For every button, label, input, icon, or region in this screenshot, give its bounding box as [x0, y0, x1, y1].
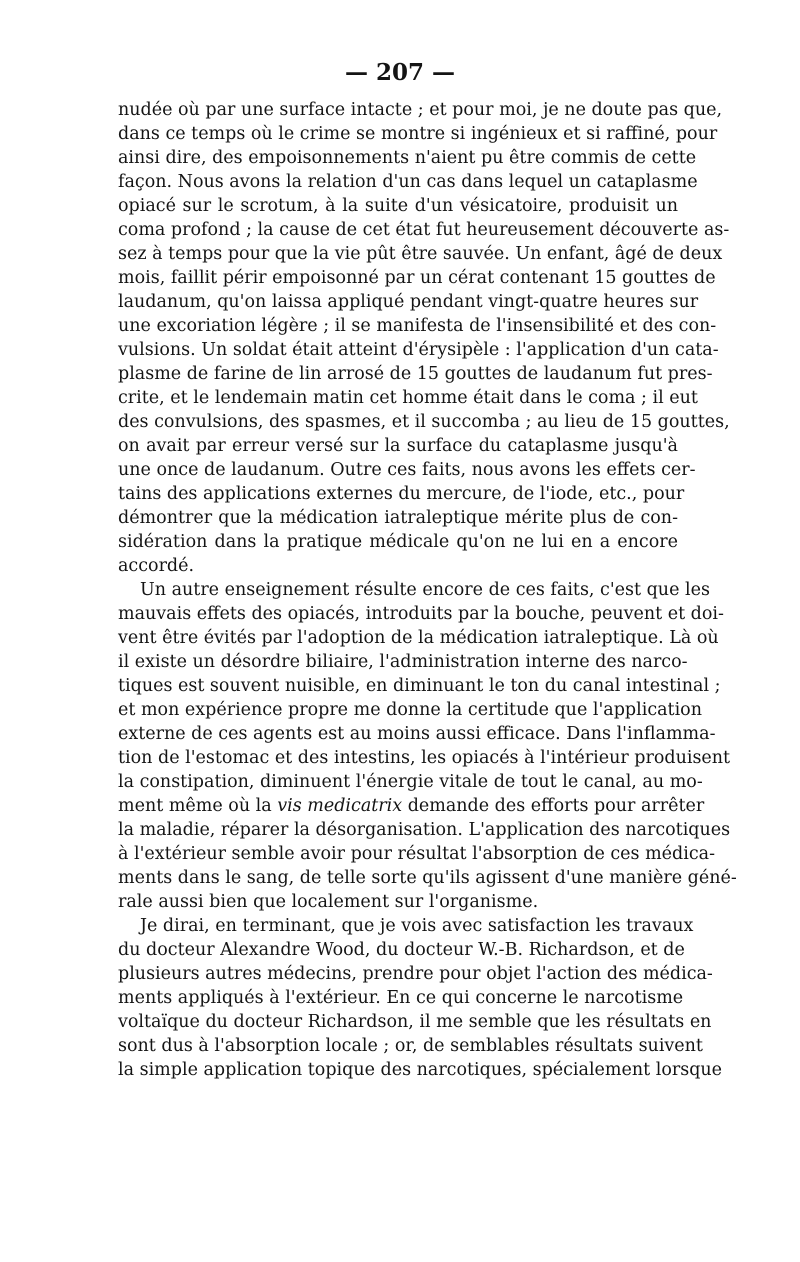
- text-line: ments dans le sang, de telle sorte qu'ils agissent d'une manière géné-: [118, 868, 737, 888]
- text-line: tains des applications externes du mercure, de l'iode, etc., pour: [118, 484, 685, 504]
- text-line: et mon expérience propre me donne la certitude que l'application: [118, 700, 702, 720]
- text-line: plasme de farine de lin arrosé de 15 gouttes de laudanum fut pres-: [118, 364, 713, 384]
- text-line: des convulsions, des spasmes, et il succomba ; au lieu de 15 gouttes,: [118, 412, 730, 432]
- text-line: du docteur Alexandre Wood, du docteur W.-B. Richardson, et de: [118, 940, 685, 960]
- text-line: crite, et le lendemain matin cet homme était dans le coma ; il eut: [118, 388, 698, 408]
- text-line: on avait par erreur versé sur la surface du cataplasme jusqu'à: [118, 436, 678, 456]
- latin-term: vis medicatrix: [277, 796, 403, 816]
- text-line: sez à temps pour que la vie pût être sauvée. Un enfant, âgé de deux: [118, 244, 723, 264]
- text-line: dans ce temps où le crime se montre si ingénieux et si raffiné, pour: [118, 124, 718, 144]
- text-line: vent être évités par l'adoption de la médication iatraleptique. Là où: [118, 628, 719, 648]
- text-line: externe de ces agents est au moins aussi efficace. Dans l'inflamma-: [118, 724, 716, 744]
- text-line: [118, 794, 705, 818]
- text-line: une excoriation légère ; il se manifesta de l'insensibilité et des con-: [118, 316, 717, 336]
- text-line: vulsions. Un soldat était atteint d'érysipèle : l'application d'un cata-: [118, 340, 719, 360]
- text-line: sidération dans la pratique médicale qu'on ne lui en a encore: [118, 532, 678, 552]
- text-line: la constipation, diminuent l'énergie vitale de tout le canal, au mo-: [118, 772, 703, 792]
- text-line: la simple application topique des narcotiques, spécialement lorsque: [118, 1060, 723, 1080]
- text-segment: ment même où la: [118, 796, 278, 816]
- text-segment: demande des efforts pour arrêter: [402, 796, 705, 816]
- text-line: plusieurs autres médecins, prendre pour objet l'action des médica-: [118, 964, 713, 984]
- text-line: laudanum, qu'on laissa appliqué pendant vingt-quatre heures sur: [118, 292, 699, 312]
- text-line: démontrer que la médication iatraleptique mérite plus de con-: [118, 508, 678, 528]
- text-line: ainsi dire, des empoisonnements n'aient pu être commis de cette: [118, 148, 697, 168]
- text-line: mois, faillit périr empoisonné par un cérat contenant 15 gouttes de: [118, 268, 716, 288]
- text-line: façon. Nous avons la relation d'un cas dans lequel un cataplasme: [118, 172, 698, 192]
- text-line: il existe un désordre biliaire, l'administration interne des narco-: [118, 652, 688, 672]
- text-line: Je dirai, en terminant, que je vois avec satisfaction les travaux: [140, 916, 694, 936]
- text-line: mauvais effets des opiacés, introduits par la bouche, peuvent et doi-: [118, 604, 724, 624]
- text-line: sont dus à l'absorption locale ; or, de semblables résultats suivent: [118, 1036, 703, 1056]
- text-line: voltaïque du docteur Richardson, il me semble que les résultats en: [118, 1012, 712, 1032]
- text-line: ments appliqués à l'extérieur. En ce qui concerne le narcotisme: [118, 988, 684, 1008]
- text-line: la maladie, réparer la désorganisation. L'application des narcotiques: [118, 820, 731, 840]
- text-line: tiques est souvent nuisible, en diminuant le ton du canal intestinal ;: [118, 676, 721, 696]
- text-line: accordé.: [118, 556, 195, 576]
- text-line: tion de l'estomac et des intestins, les opiacés à l'intérieur produisent: [118, 748, 731, 768]
- text-line: opiacé sur le scrotum, à la suite d'un vésicatoire, produisit un: [118, 196, 678, 216]
- text-line: Un autre enseignement résulte encore de ces faits, c'est que les: [140, 580, 710, 600]
- text-line: à l'extérieur semble avoir pour résultat l'absorption de ces médica-: [118, 844, 715, 864]
- page-number: — 207 —: [344, 59, 456, 86]
- text-line: nudée où par une surface intacte ; et pour moi, je ne doute pas que,: [118, 100, 723, 120]
- text-line: une once de laudanum. Outre ces faits, nous avons les effets cer-: [118, 460, 696, 480]
- text-line: coma profond ; la cause de cet état fut heureusement découverte as-: [118, 220, 730, 240]
- text-line: rale aussi bien que localement sur l'organisme.: [118, 892, 539, 912]
